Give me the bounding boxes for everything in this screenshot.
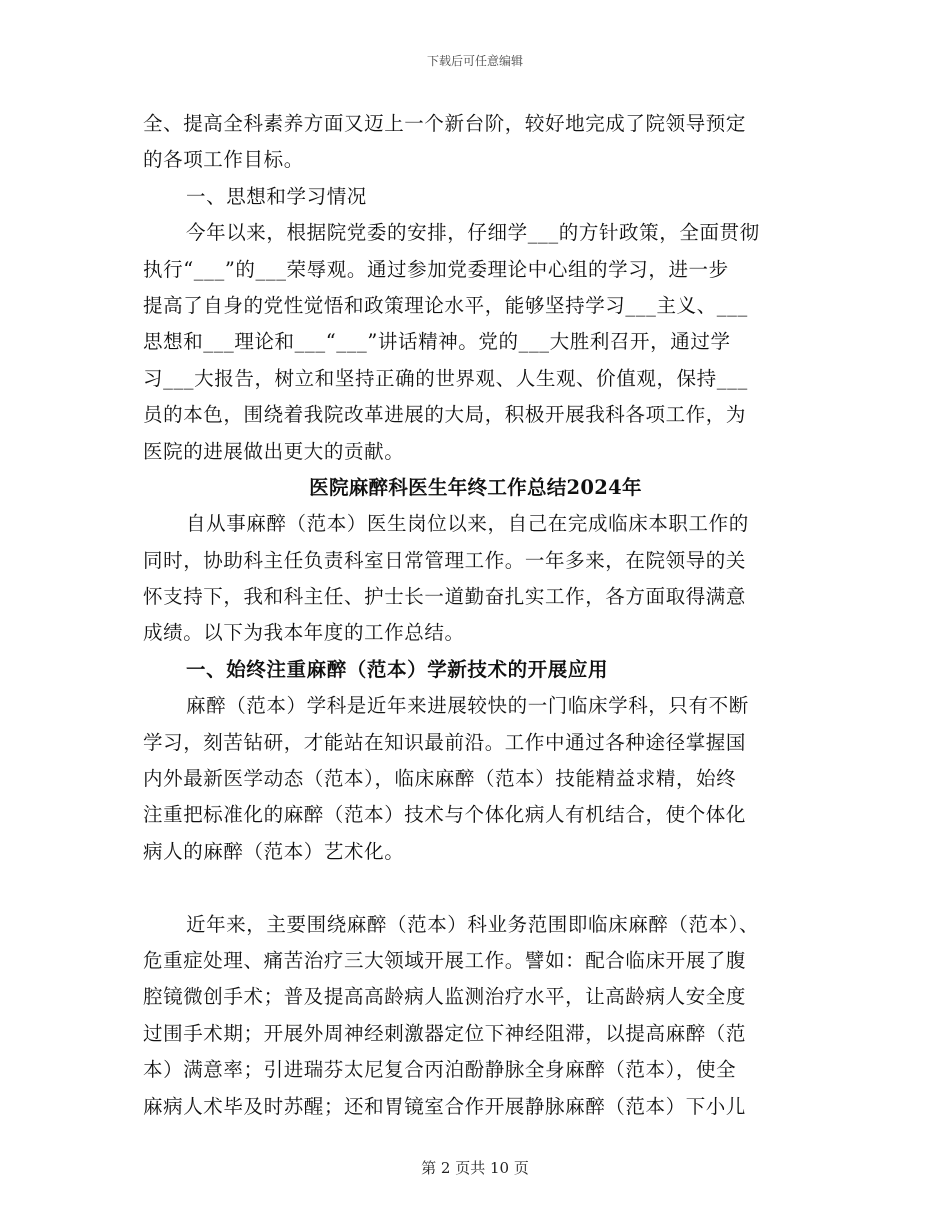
- body-line: 自从事麻醉（范本）医生岗位以来，自己在完成临床本职工作的: [186, 512, 749, 536]
- body-line: 麻病人术毕及时苏醒；还和胃镜室合作开展静脉麻醉（范本）下小儿: [143, 1094, 747, 1118]
- body-line: 同时，协助科主任负责科室日常管理工作。一年多来，在院领导的关: [143, 548, 747, 572]
- document-title: 医院麻醉科医生年终工作总结2024年: [309, 475, 642, 499]
- section-heading: 一、始终注重麻醉（范本）学新技术的开展应用: [186, 657, 609, 681]
- body-line: 员的本色，围绕着我院改革进展的大局，积极开展我科各项工作，为: [143, 403, 747, 427]
- body-line: 过围手术期；开展外周神经刺激器定位下神经阻滞，以提高麻醉（范: [143, 1021, 747, 1045]
- body-line: 学习，刻苦钻研，才能站在知识最前沿。工作中通过各种途径掌握国: [143, 730, 747, 754]
- page-header: 下载后可任意编辑: [426, 54, 523, 68]
- blank-line: [143, 870, 808, 906]
- body-line: 本）满意率；引进瑞芬太尼复合丙泊酚静脉全身麻醉（范本），使全: [143, 1058, 737, 1082]
- body-line: 今年以来，根据院党委的安排，仔细学___的方针政策，全面贯彻: [186, 221, 760, 245]
- body-line: 内外最新医学动态（范本），临床麻醉（范本）技能精益求精，始终: [143, 767, 737, 791]
- body-line: 医院的进展做出更大的贡献。: [143, 439, 405, 463]
- body-line: 的各项工作目标。: [143, 148, 304, 172]
- body-line: 成绩。以下为我本年度的工作总结。: [143, 621, 465, 645]
- document-body: [143, 106, 808, 1125]
- body-line: 全、提高全科素养方面又迈上一个新台阶，较好地完成了院领导预定: [143, 112, 747, 135]
- body-line: 执行“___”的___荣辱观。通过参加党委理论中心组的学习，进一步: [143, 257, 729, 281]
- page-footer: 第 2 页共 10 页: [421, 1159, 529, 1177]
- body-line: 病人的麻醉（范本）艺术化。: [143, 839, 405, 863]
- section-heading: 一、思想和学习情况: [186, 184, 367, 208]
- body-line: 提高了自身的党性觉悟和政策理论水平，能够坚持学习___主义、___: [143, 293, 748, 317]
- body-line: 危重症处理、痛苦治疗三大领域开展工作。譬如：配合临床开展了腹: [143, 948, 747, 972]
- body-line: 近年来，主要围绕麻醉（范本）科业务范围即临床麻醉（范本）、: [186, 912, 760, 936]
- body-line: 思想和___理论和___“___”讲话精神。党的___大胜利召开，通过学: [143, 330, 731, 354]
- body-line: 怀支持下，我和科主任、护士长一道勤奋扎实工作，各方面取得满意: [143, 585, 747, 609]
- body-line: 注重把标准化的麻醉（范本）技术与个体化病人有机结合，使个体化: [143, 803, 747, 827]
- body-line: 习___大报告，树立和坚持正确的世界观、人生观、价值观，保持___: [143, 366, 748, 390]
- body-line: 腔镜微创手术；普及提高高龄病人监测治疗水平，让高龄病人安全度: [143, 985, 747, 1009]
- body-line: 麻醉（范本）学科是近年来进展较快的一门临床学科，只有不断: [186, 694, 749, 718]
